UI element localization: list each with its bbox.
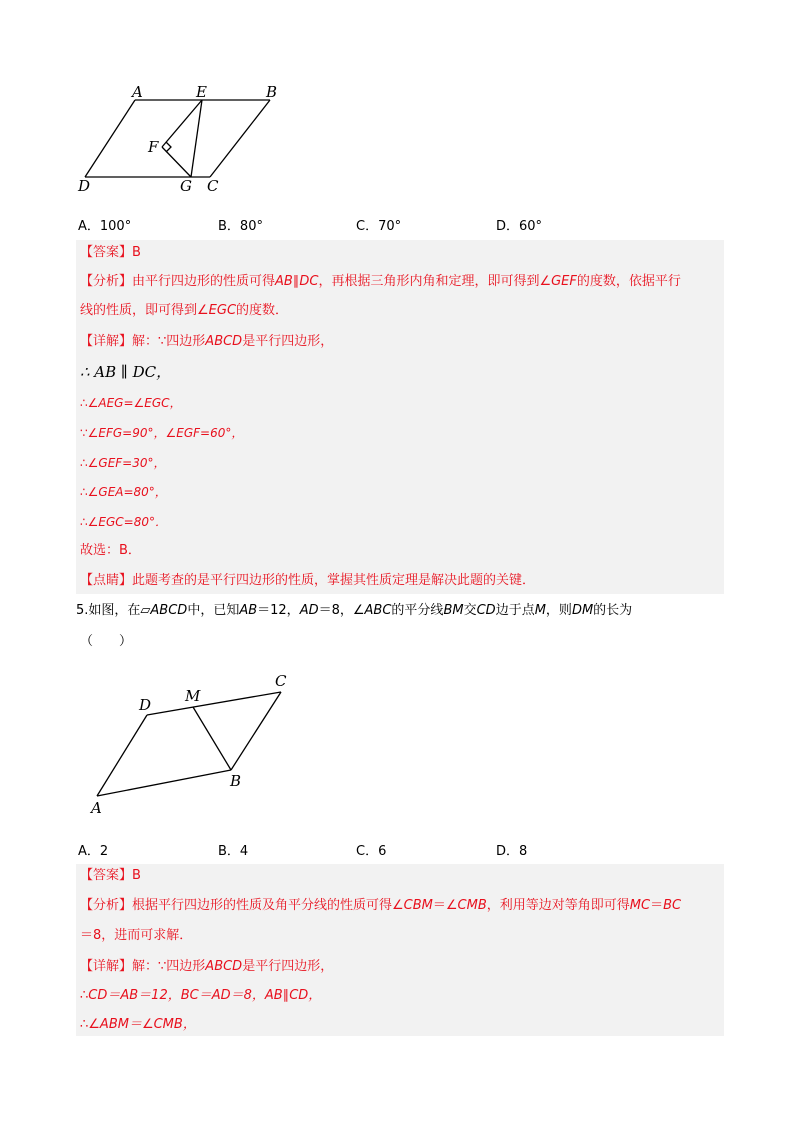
q5-option-b: B．4 (218, 844, 249, 859)
q5-detail-line-1: 【详解】解：∵四边形ABCD是平行四边形， (80, 959, 334, 974)
q4-step-5: ∴∠GEA=80°， (80, 485, 167, 499)
right-angle-mark (166, 142, 171, 152)
figure-parallelogram-2 (85, 670, 300, 820)
label-E: E (196, 83, 207, 101)
label-C: C (207, 177, 219, 195)
label-D: D (139, 696, 152, 714)
q4-answer-line: 【答案】B (80, 245, 141, 260)
q4-comment-line: 【点睛】此题考查的是平行四边形的性质，掌握其性质定理是解决此题的关键． (80, 573, 536, 588)
segment-bc (210, 100, 270, 177)
q4-solution-panel (76, 240, 724, 594)
segment-dc (147, 692, 281, 715)
segment-ad (85, 100, 135, 177)
label-A: A (132, 83, 143, 101)
q5-question-line-1: 5.如图，在▱ABCD中，已知AB＝12，AD＝8，∠ABC的平分线BM交CD边于点M，则DM的长为 (76, 603, 633, 618)
q5-option-a: A．2 (78, 844, 109, 859)
q4-analysis-line-2: 线的性质，即可得到∠EGC的度数． (80, 303, 289, 318)
q4-detail-line-1: 【详解】解：∵四边形ABCD是平行四边形， (80, 334, 334, 349)
q5-analysis-line-2: ＝8，进而可求解． (80, 928, 193, 943)
label-G: G (180, 177, 192, 195)
q4-choice: 故选：B． (80, 543, 141, 558)
q4-step-2: ∴∠AEG=∠EGC， (80, 396, 182, 410)
label-C: C (275, 672, 287, 690)
q5-step-2: ∴∠ABM＝∠CMB， (80, 1017, 196, 1032)
q5-solution-panel (76, 864, 724, 1036)
q4-answer: B (132, 245, 141, 260)
segment-bm (193, 707, 231, 770)
figure-parallelogram-1 (70, 80, 290, 195)
q4-step-4: ∴∠GEF=30°， (80, 456, 166, 470)
label-A: A (91, 799, 102, 817)
q4-option-a: A．100° (78, 219, 132, 234)
label-B: B (266, 83, 278, 101)
q5-analysis-line-1: 【分析】根据平行四边形的性质及角平分线的性质可得∠CBM＝∠CMB，利用等边对等角即可得MC＝BC (80, 898, 682, 913)
q4-step-3: ∵∠EFG=90°，∠EGF=60°， (80, 426, 244, 440)
q5-answer-line: 【答案】B (80, 868, 141, 883)
label-D: D (78, 177, 91, 195)
segment-cb (231, 692, 281, 770)
segment-ab (97, 770, 231, 796)
q4-step-6: ∴∠EGC=80°． (80, 515, 167, 529)
q5-step-1: ∴CD＝AB＝12，BC＝AD＝8，AB∥CD， (80, 988, 322, 1003)
q4-option-c: C．70° (356, 219, 402, 234)
segment-ad (97, 715, 147, 796)
q5-answer: B (132, 868, 141, 883)
q4-step-1: ∴ AB ∥ DC， (80, 363, 172, 381)
label-M: M (185, 687, 201, 705)
q4-option-d: D．60° (496, 219, 543, 234)
q4-option-b: B．80° (218, 219, 263, 234)
q5-question-line-2: （ ） (80, 634, 133, 649)
q5-option-d: D．8 (496, 844, 528, 859)
label-F: F (148, 138, 159, 156)
q4-analysis-line-1: 【分析】由平行四边形的性质可得AB∥DC，再根据三角形内角和定理，即可得到∠GEF的度数，依据平行 (80, 274, 681, 289)
q5-option-c: C．6 (356, 844, 387, 859)
label-B: B (230, 772, 242, 790)
